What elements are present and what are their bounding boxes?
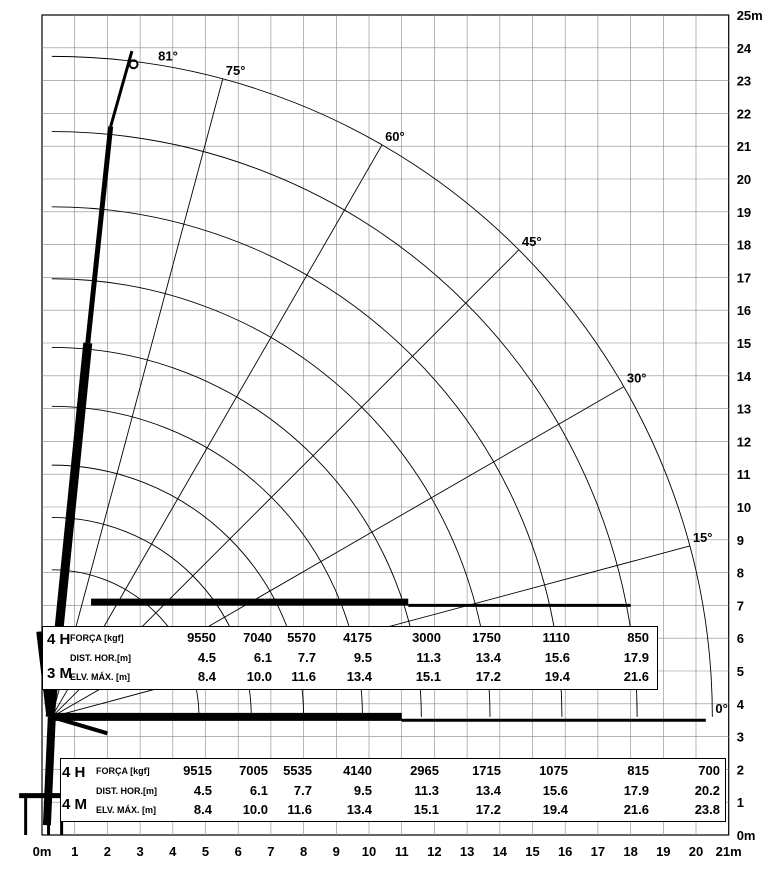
row-label: DIST. HOR.[m] (96, 786, 158, 796)
angle-label: 60° (385, 128, 405, 144)
angle-labels (158, 49, 728, 716)
y-tick-label: 1 (736, 795, 744, 811)
y-tick-label: 15 (736, 336, 752, 351)
y-tick-label: 20 (736, 172, 752, 187)
table-cell: 13.4 (346, 802, 372, 817)
table-cell: 7005 (239, 763, 268, 778)
row-label: ELV. MÁX. [m] (96, 805, 157, 815)
y-tick-label: 12 (736, 434, 752, 450)
x-tick-label: 20 (688, 844, 704, 859)
table-cell: 7.7 (293, 783, 312, 798)
table-cell: 7040 (243, 630, 272, 645)
y-tick-label: 0m (736, 828, 756, 843)
angle-label: 81° (158, 48, 178, 64)
table-cell: 19.4 (544, 669, 570, 684)
table-cell: 13.4 (346, 669, 372, 684)
table-cell: 1075 (539, 763, 568, 778)
table-upper-label-bottom: 3 M (47, 665, 73, 682)
x-tick-label: 10 (361, 844, 377, 859)
table-cell: 6.1 (253, 650, 272, 665)
table-cell: 20.2 (694, 783, 720, 798)
table-cell: 8.4 (197, 669, 216, 684)
x-tick-label: 7 (267, 844, 275, 859)
row-label: DIST. HOR.[m] (70, 653, 132, 663)
x-tick-label: 11 (394, 844, 409, 859)
y-tick-label: 8 (736, 565, 744, 581)
x-tick-label: 3 (136, 844, 144, 859)
y-tick-label: 2 (736, 762, 744, 778)
table-cell: 4140 (343, 763, 372, 778)
x-tick-label: 14 (492, 844, 508, 859)
table-cell: 15.6 (544, 650, 570, 665)
table-cell: 10.0 (242, 802, 268, 817)
x-tick-label: 8 (299, 844, 308, 859)
table-cell: 13.4 (475, 650, 501, 665)
table-cell: 850 (627, 630, 649, 645)
y-tick-label: 19 (736, 204, 752, 220)
y-tick-label: 11 (736, 467, 751, 483)
x-tick-label: 19 (656, 844, 671, 859)
table-cell: 4.5 (193, 783, 212, 798)
table-cell: 17.2 (475, 669, 501, 684)
table-lower-label-top: 4 H (62, 764, 86, 781)
x-tick-label: 13 (459, 844, 475, 859)
table-lower-label-bottom: 4 M (62, 796, 88, 813)
table-cell: 21.6 (623, 802, 649, 817)
x-tick-label: 17 (590, 844, 606, 859)
table-cell: 700 (698, 763, 720, 778)
table-cell: 19.4 (542, 802, 568, 817)
crane-booms (19, 48, 706, 835)
angle-label: 0° (715, 700, 728, 716)
y-tick-label: 9 (736, 532, 744, 548)
x-tick-label: 5 (201, 844, 210, 859)
y-tick-label: 4 (736, 696, 744, 712)
y-tick-label: 14 (736, 368, 752, 384)
x-tick-label: 9 (332, 844, 340, 859)
row-label: FORÇA [kgf] (96, 766, 150, 776)
x-tick-label: 15 (525, 844, 540, 859)
x-tick-label: 4 (169, 844, 177, 859)
table-cell: 1110 (542, 630, 570, 645)
angle-label: 30° (626, 370, 647, 386)
table-cell: 23.8 (694, 802, 720, 817)
y-tick-label: 17 (736, 270, 752, 286)
table-cell: 8.4 (193, 802, 212, 817)
y-tick-label: 13 (736, 401, 752, 417)
table-cell: 11.6 (287, 802, 312, 817)
table-cell: 4.5 (197, 650, 216, 665)
table-cell: 815 (627, 763, 649, 778)
boom-vertical-tip (111, 51, 132, 126)
y-tick-label: 21 (736, 139, 752, 155)
y-tick-label: 3 (736, 729, 744, 745)
table-cell: 11.3 (414, 783, 439, 798)
table-cell: 15.1 (415, 669, 441, 684)
x-tick-label: 2 (103, 844, 112, 859)
y-tick-label: 23 (736, 73, 752, 89)
table-cell: 1715 (472, 763, 501, 778)
table-cell: 9515 (183, 763, 212, 778)
y-tick-label: 7 (736, 598, 744, 614)
y-axis-ticks (737, 8, 763, 843)
table-cell: 3000 (412, 630, 441, 645)
y-tick-label: 10 (736, 500, 752, 515)
table-cell: 5535 (283, 763, 312, 778)
table-cell: 17.9 (623, 650, 649, 665)
y-tick-label: 16 (736, 303, 752, 319)
x-axis-ticks (33, 844, 742, 859)
row-label: ELV. MÁX. [m] (70, 672, 131, 682)
table-cell: 10.0 (246, 669, 272, 684)
y-tick-label: 25m (736, 8, 763, 23)
x-tick-label: 21m (715, 844, 742, 859)
table-cell: 15.1 (413, 802, 439, 817)
x-tick-label: 18 (623, 844, 638, 859)
table-cell: 17.2 (475, 802, 501, 817)
angle-label: 45° (521, 233, 542, 249)
x-tick-label: 12 (427, 844, 442, 859)
table-cell: 5570 (287, 630, 316, 645)
angle-label: 15° (692, 529, 713, 545)
table-cell: 2965 (410, 763, 439, 778)
table-cell: 6.1 (249, 783, 268, 798)
table-cell: 17.9 (623, 783, 649, 798)
table-cell: 7.7 (297, 650, 316, 665)
x-tick-label: 1 (71, 844, 79, 859)
table-cell: 21.6 (623, 669, 649, 684)
y-tick-label: 6 (736, 631, 744, 647)
angle-label: 75° (225, 62, 246, 78)
table-cell: 9.5 (353, 650, 372, 665)
x-tick-label: 0m (32, 844, 52, 859)
row-label: FORÇA [kgf] (70, 633, 124, 643)
angle-rays (52, 79, 690, 717)
table-cell: 9550 (187, 630, 216, 645)
table-cell: 1750 (472, 630, 501, 645)
table-cell: 11.3 (416, 650, 441, 665)
y-tick-label: 5 (736, 664, 744, 679)
table-cell: 13.4 (475, 783, 501, 798)
table-upper-label-top: 4 H (47, 631, 71, 648)
table-cell: 4175 (343, 630, 372, 645)
y-tick-label: 24 (736, 40, 752, 56)
x-tick-label: 6 (234, 844, 242, 859)
x-tick-label: 16 (557, 844, 573, 859)
y-tick-label: 22 (736, 106, 752, 122)
y-tick-label: 18 (736, 237, 752, 253)
angle-ray (52, 79, 223, 717)
table-cell: 9.5 (353, 783, 372, 798)
table-cell: 15.6 (542, 783, 568, 798)
table-cell: 11.6 (291, 669, 316, 684)
